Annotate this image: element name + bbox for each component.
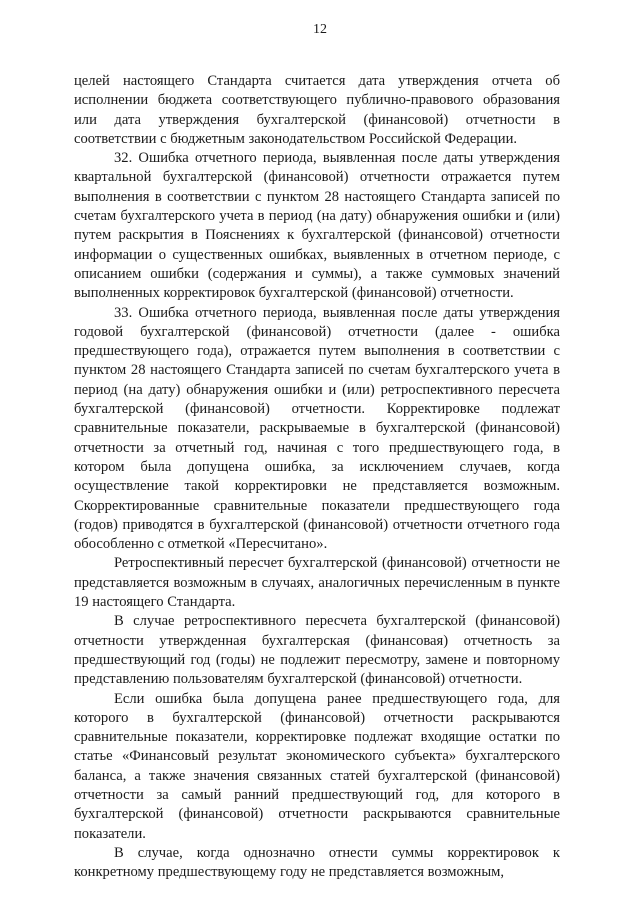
page-number: 12 [313,22,327,37]
paragraph-cannot-attribute: В случае, когда однозначно отнести суммы корректировок к конкретному предшествующему году не представляется возможным, [74,844,560,881]
document-body [74,72,560,882]
paragraph-earlier-error: Если ошибка была допущена ранее предшествующего года, для которого в бухгалтерской (финансовой) отчетности раскрываются сравнительные показатели, корректировке подлежат входящие остатки по статье «Финансовый результат экономического субъекта» бухгалтерского баланса, а также значения связанных статей бухгалтерской (финансовой) отчетности за самый ранний предшествующий год, для которого в бухгалтерской (финансовой) отчетности раскрываются сравнительные показатели. [74,690,560,842]
paragraph-retro-no-revision: В случае ретроспективного пересчета бухгалтерской (финансовой) отчетности утвержденная бухгалтерская (финансовая) отчетность за предшествующий год (годы) не подлежит пересмотру, замене и повторному представлению пользователям бухгалтерской (финансовой) отчетности. [74,613,560,688]
paragraph-retro-not-possible: Ретроспективный пересчет бухгалтерской (финансовой) отчетности не представляется возможным в случаях, аналогичных перечисленным в пункте 19 настоящего Стандарта. [74,555,560,611]
paragraph-item-32: 32. Ошибка отчетного периода, выявленная после даты утверждения квартальной бухгалтерской (финансовой) отчетности отражается путем выполнения в соответствии с пунктом 28 настоящего Стандарта записей по счетам бухгалтерского учета в период (на дату) обнаружения ошибки и (или) путем раскрытия в Пояснениях к бухгалтерской (финансовой) отчетности информации о существенных ошибках, выявленных в отчетном периоде, с описанием ошибки (содержания и суммы), а также суммовых значений выполненных корректировок бухгалтерской (финансовой) отчетности. [74,150,560,302]
paragraph-item-33: 33. Ошибка отчетного периода, выявленная после даты утверждения годовой бухгалтерской (финансовой) отчетности (далее - ошибка предшествующего года), отражается путем выполнения в соответствии с пунктом 28 настоящего Стандарта записей по счетам бухгалтерского учета в период (на дату) обнаружения ошибки и (или) ретроспективного пересчета бухгалтерской (финансовой) отчетности. Корректировке подлежат сравнительные показатели, раскрываемые в бухгалтерской (финансовой) отчетности за отчетный год, начиная с того предшествующего года, в котором была допущена ошибка, за исключением случаев, когда осуществление такой корректировки не представляется возможным. Скорректированные сравнительные показатели предшествующего года (годов) приводятся в бухгалтерской (финансовой) отчетности отчетного года обособленно с отметкой «Пересчитано». [74,304,560,553]
paragraph-continuation: целей настоящего Стандарта считается дата утверждения отчета об исполнении бюджета соответствующего публично-правового образования или дата утверждения бухгалтерской (финансовой) отчетности в соответствии с бюджетным законодательством Российской Федерации. [74,73,560,147]
